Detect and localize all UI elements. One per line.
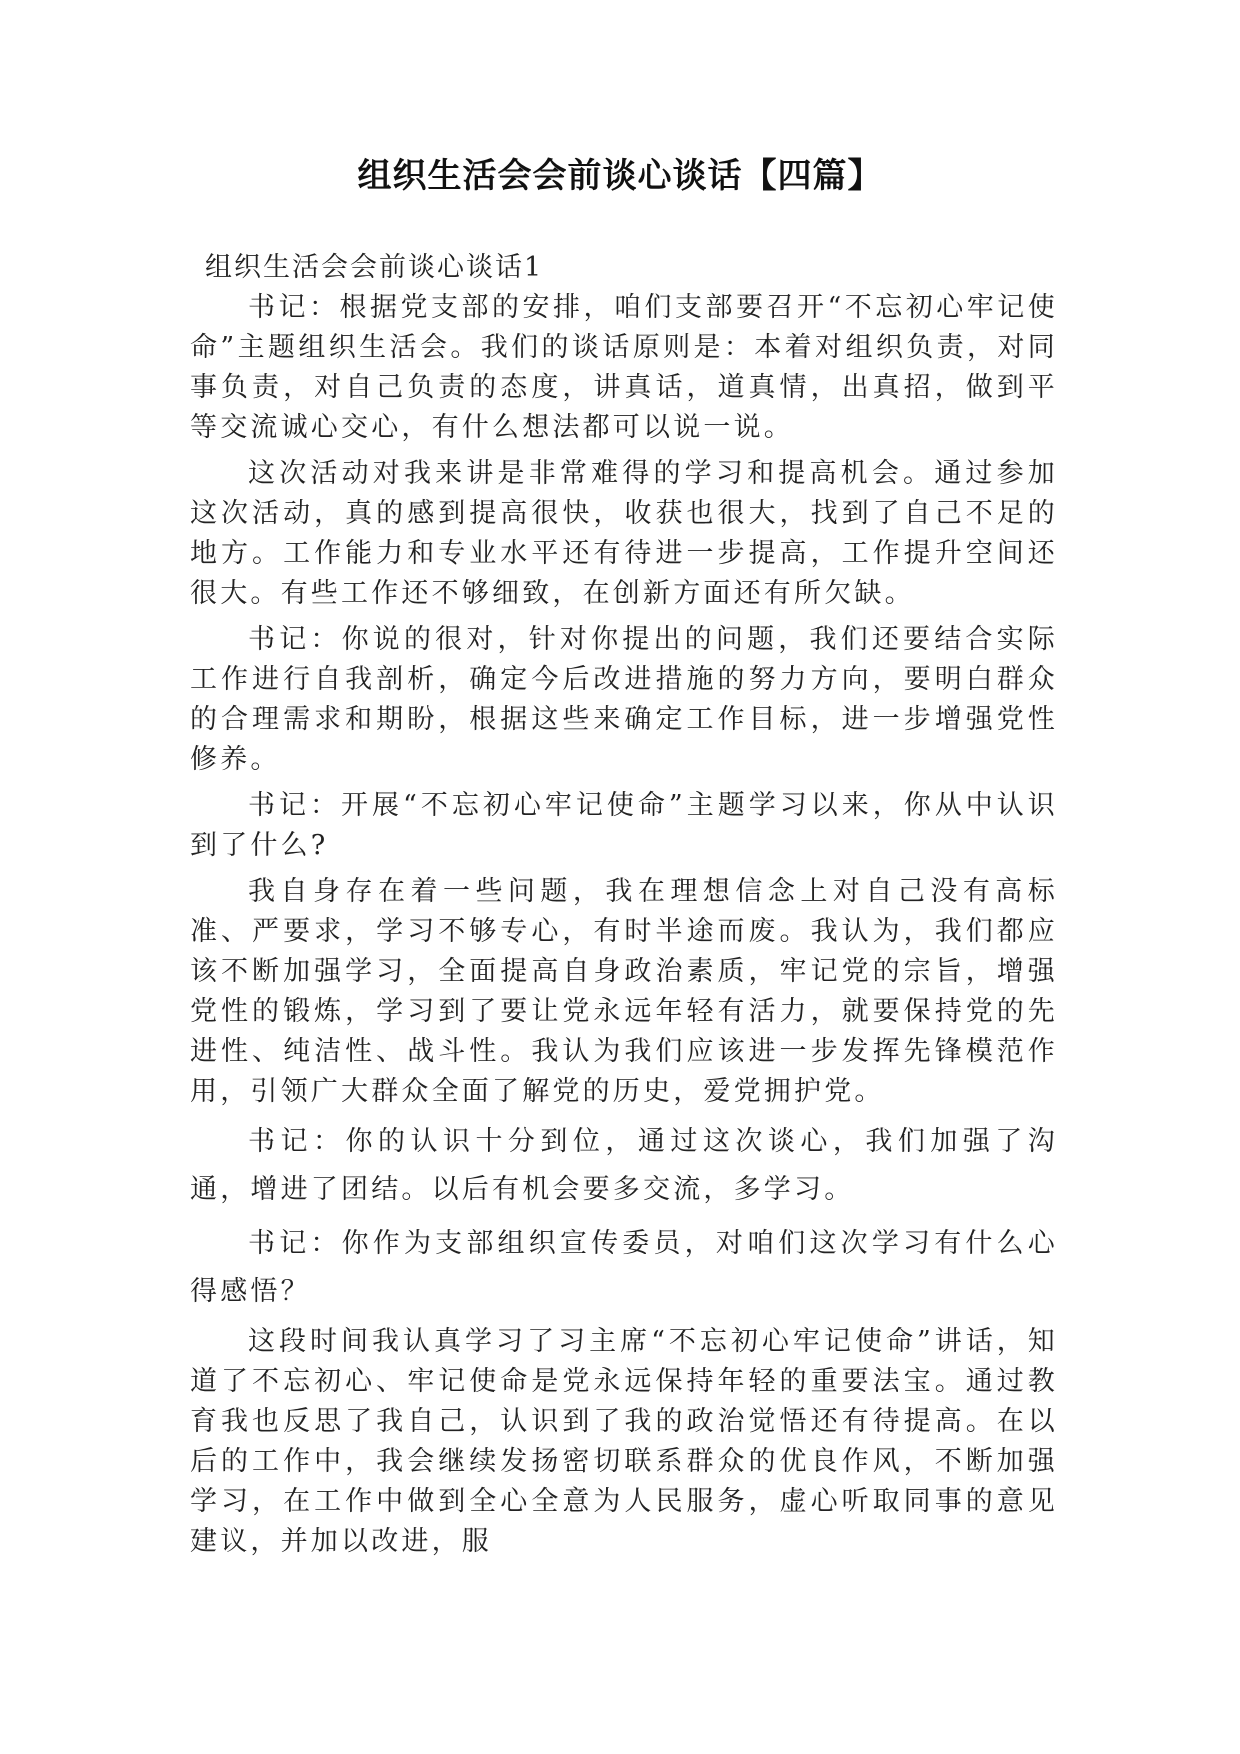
paragraph-7: 书记：你作为支部组织宣传委员，对咱们这次学习有什么心得感悟？: [190, 1228, 1058, 1307]
document-body: [190, 288, 1058, 1568]
document-title: 组织生活会会前谈心谈话【四篇】: [357, 156, 883, 196]
section-heading: 组织生活会会前谈心谈话1: [205, 252, 544, 283]
paragraph-6: 书记：你的认识十分到位，通过这次谈心，我们加强了沟通，增进了团结。以后有机会要多交流，多学习。: [190, 1126, 1058, 1205]
paragraph-8: 这段时间我认真学习了习主席“不忘初心牢记使命”讲话，知道了不忘初心、牢记使命是党永远保持年轻的重要法宝。通过教育我也反思了我自己，认识到了我的政治觉悟还有待提高。在以后的工作中，我会继续发扬密切联系群众的优良作风，不断加强学习，在工作中做到全心全意为人民服务，虚心听取同事的意见建议，并加以改进，服: [190, 1326, 1058, 1557]
paragraph-3: 书记：你说的很对，针对你提出的问题，我们还要结合实际工作进行自我剖析，确定今后改进措施的努力方向，要明白群众的合理需求和期盼，根据这些来确定工作目标，进一步增强党性修养。: [190, 624, 1058, 775]
paragraph-4: 书记：开展“不忘初心牢记使命”主题学习以来，你从中认识到了什么?: [190, 790, 1058, 861]
paragraph-1: 书记：根据党支部的安排，咱们支部要召开“不忘初心牢记使命”主题组织生活会。我们的谈话原则是：本着对组织负责，对同事负责，对自己负责的态度，讲真话，道真情，出真招，做到平等交流诚心交心，有什么想法都可以说一说。: [190, 292, 1058, 443]
paragraph-2: 这次活动对我来讲是非常难得的学习和提高机会。通过参加这次活动，真的感到提高很快，收获也很大，找到了自己不足的地方。工作能力和专业水平还有待进一步提高，工作提升空间还很大。有些工作还不够细致，在创新方面还有所欠缺。: [190, 458, 1058, 609]
paragraph-5: 我自身存在着一些问题，我在理想信念上对自己没有高标准、严要求，学习不够专心，有时半途而废。我认为，我们都应该不断加强学习，全面提高自身政治素质，牢记党的宗旨，增强党性的锻炼，学习到了要让党永远年轻有活力，就要保持党的先进性、纯洁性、战斗性。我认为我们应该进一步发挥先锋模范作用，引领广大群众全面了解党的历史，爱党拥护党。: [190, 876, 1058, 1107]
